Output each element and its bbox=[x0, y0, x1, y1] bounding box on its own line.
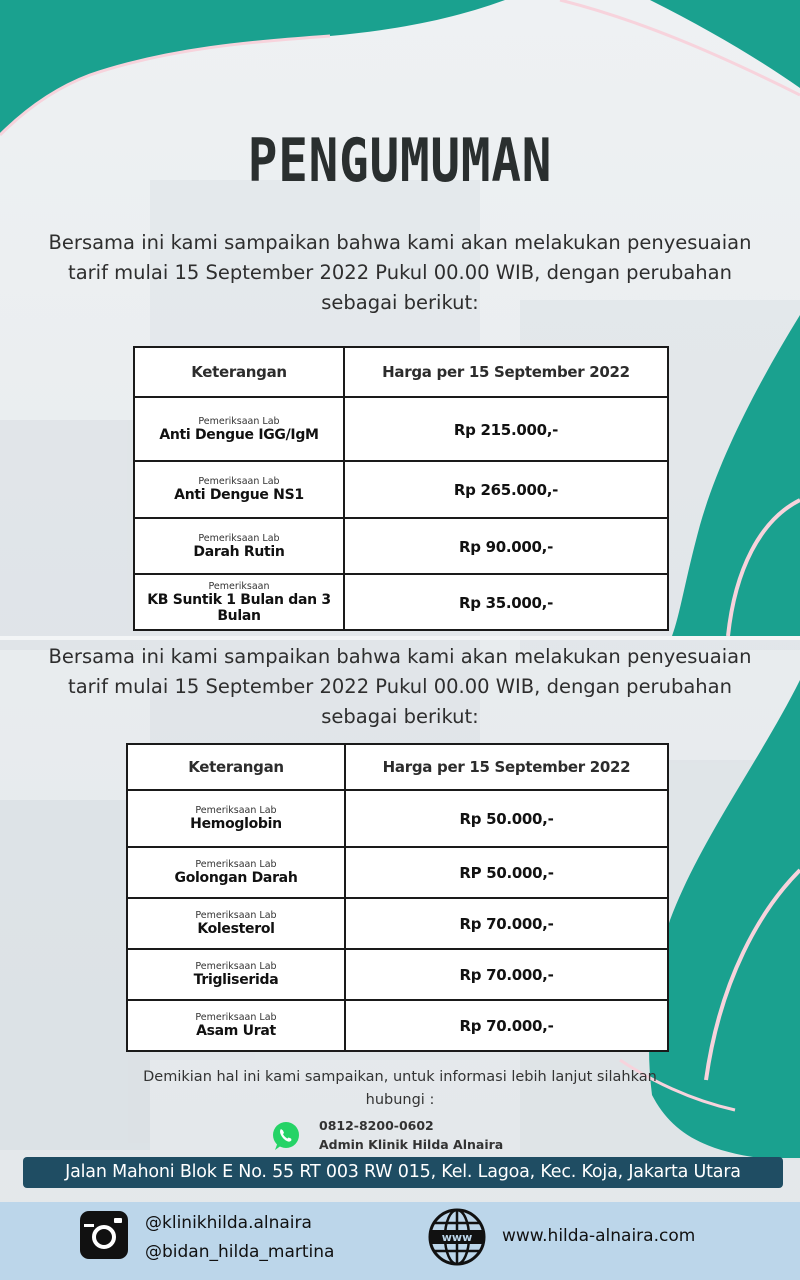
category-label: Pemeriksaan Lab bbox=[195, 805, 277, 816]
contact-name: Admin Klinik Hilda Alnaira bbox=[319, 1137, 504, 1152]
item-name: Hemoglobin bbox=[190, 816, 282, 832]
column-header-harga: Harga per 15 September 2022 bbox=[344, 347, 668, 397]
description-cell bbox=[127, 790, 345, 847]
page-title: PENGUMUMAN bbox=[247, 126, 553, 196]
category-label: Pemeriksaan Lab bbox=[198, 532, 280, 544]
price-cell bbox=[345, 790, 668, 847]
item-name: Golongan Darah bbox=[174, 870, 298, 886]
description-cell bbox=[127, 949, 345, 1000]
table-row bbox=[127, 949, 668, 1000]
description-cell bbox=[127, 898, 345, 949]
category-label: Pemeriksaan Lab bbox=[198, 476, 280, 487]
price-value: Rp 70.000,- bbox=[459, 966, 554, 984]
table-row bbox=[127, 1000, 668, 1051]
website-link[interactable]: www.hilda-alnaira.com bbox=[502, 1226, 696, 1246]
table-row bbox=[134, 397, 668, 461]
price-value: Rp 70.000,- bbox=[459, 915, 554, 933]
price-cell bbox=[345, 1000, 668, 1051]
price-value: Rp 50.000,- bbox=[459, 810, 554, 828]
instagram-handle-bidan[interactable]: @bidan_hilda_martina bbox=[145, 1242, 335, 1262]
table-row bbox=[127, 790, 668, 847]
price-cell bbox=[344, 397, 668, 461]
column-header-keterangan: Keterangan bbox=[134, 347, 344, 397]
price-cell bbox=[345, 949, 668, 1000]
column-header-keterangan: Keterangan bbox=[127, 744, 345, 790]
price-cell bbox=[344, 518, 668, 574]
price-cell bbox=[344, 574, 668, 630]
category-label: Pemeriksaan Lab bbox=[195, 859, 277, 870]
instagram-handle-clinic[interactable]: @klinikhilda.alnaira bbox=[145, 1213, 312, 1233]
instagram-icon[interactable] bbox=[80, 1211, 128, 1259]
item-name: Darah Rutin bbox=[193, 543, 285, 560]
description-cell bbox=[134, 574, 344, 630]
table-row bbox=[134, 461, 668, 518]
price-cell bbox=[345, 898, 668, 949]
intro-paragraph-2: Bersama ini kami sampaikan bahwa kami akan melakukan penyesuaian tarif mulai 15 September 2022 Pukul 00.00 WIB, dengan perubahan sebagai berikut: bbox=[48, 645, 752, 728]
description-cell bbox=[134, 397, 344, 461]
price-value: Rp 215.000,- bbox=[453, 420, 559, 439]
price-table-1 bbox=[133, 346, 669, 631]
category-label: Pemeriksaan Lab bbox=[198, 415, 280, 427]
item-name: Kolesterol bbox=[197, 921, 275, 937]
price-table-2 bbox=[126, 743, 669, 1052]
table-row bbox=[134, 574, 668, 630]
whatsapp-icon[interactable] bbox=[270, 1120, 302, 1152]
price-value: Rp 35.000,- bbox=[458, 593, 554, 612]
price-cell bbox=[344, 461, 668, 518]
price-value: Rp 90.000,- bbox=[458, 537, 554, 556]
globe-icon-text: www bbox=[441, 1231, 473, 1244]
contact-info bbox=[319, 1116, 503, 1154]
globe-icon[interactable] bbox=[428, 1208, 486, 1266]
table-row bbox=[134, 518, 668, 574]
item-name: Anti Dengue NS1 bbox=[174, 487, 304, 503]
item-name: KB Suntik 1 Bulan dan 3 Bulan bbox=[147, 591, 331, 624]
category-label: Pemeriksaan Lab bbox=[195, 910, 277, 921]
item-name: Anti Dengue IGG/IgM bbox=[159, 426, 319, 443]
category-label: Pemeriksaan bbox=[208, 580, 270, 592]
address-bar: Jalan Mahoni Blok E No. 55 RT 003 RW 015, Kel. Lagoa, Kec. Koja, Jakarta Utara bbox=[23, 1157, 783, 1188]
table-row bbox=[127, 847, 668, 898]
column-header-harga: Harga per 15 September 2022 bbox=[345, 744, 668, 790]
intro-paragraph-1: Bersama ini kami sampaikan bahwa kami akan melakukan penyesuaian tarif mulai 15 September 2022 Pukul 00.00 WIB, dengan perubahan sebagai berikut: bbox=[48, 231, 752, 314]
table-row bbox=[127, 898, 668, 949]
price-value: Rp 70.000,- bbox=[459, 1017, 554, 1035]
description-cell bbox=[134, 461, 344, 518]
description-cell bbox=[134, 518, 344, 574]
price-cell bbox=[345, 847, 668, 898]
category-label: Pemeriksaan Lab bbox=[195, 961, 277, 972]
price-value: Rp 265.000,- bbox=[453, 481, 559, 499]
description-cell bbox=[127, 1000, 345, 1051]
item-name: Asam Urat bbox=[196, 1023, 276, 1039]
table-header-row bbox=[134, 347, 668, 397]
closing-text: Demikian hal ini kami sampaikan, untuk informasi lebih lanjut silahkan hubungi : bbox=[143, 1069, 657, 1108]
price-value: RP 50.000,- bbox=[459, 864, 554, 882]
contact-phone[interactable]: 0812-8200-0602 bbox=[319, 1118, 434, 1133]
item-name: Trigliserida bbox=[193, 972, 279, 988]
description-cell bbox=[127, 847, 345, 898]
table-header-row bbox=[127, 744, 668, 790]
category-label: Pemeriksaan Lab bbox=[195, 1012, 277, 1023]
